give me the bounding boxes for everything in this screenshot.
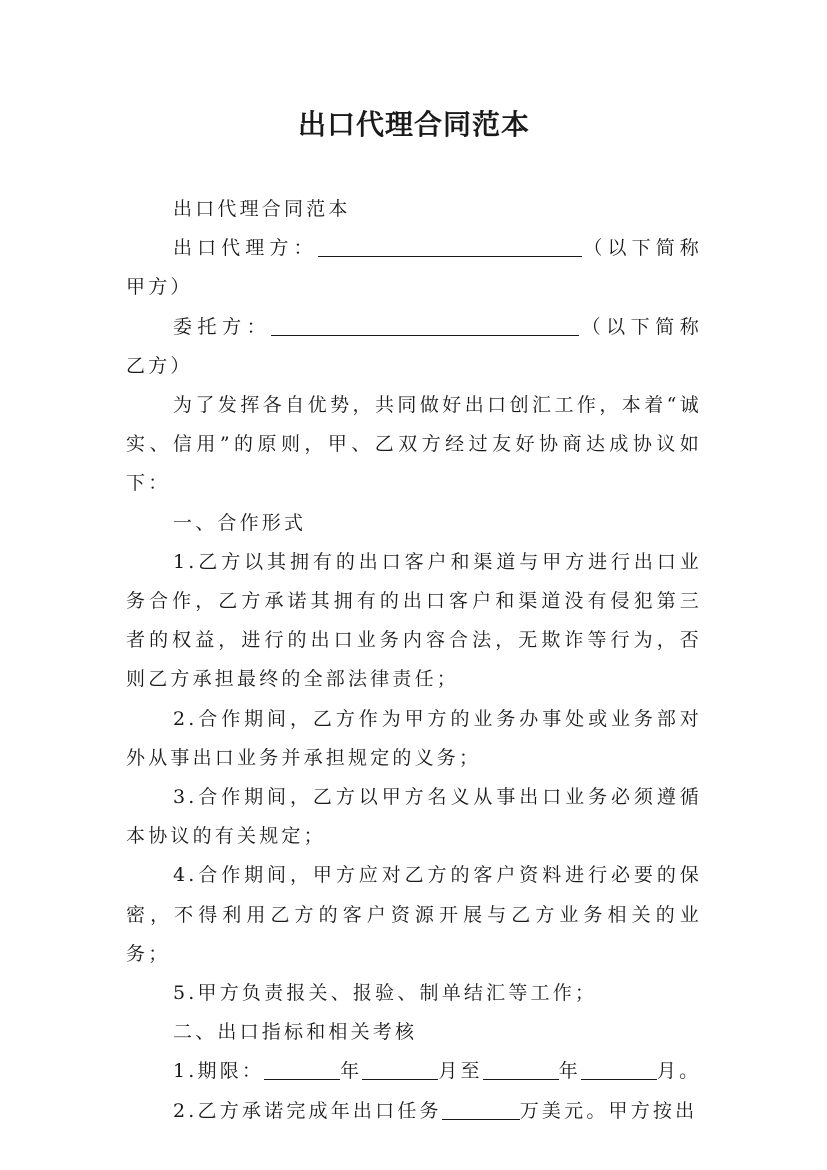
end-month-blank [581, 1059, 657, 1080]
paragraph-client-party [126, 308, 702, 386]
section-1-heading: 一、合作形式 [173, 511, 307, 534]
client-party-label: 委托方： [173, 315, 272, 338]
document-body [126, 190, 702, 1131]
document-title: 出口代理合同范本 [297, 108, 530, 141]
term-label: 1.期限： [173, 1060, 265, 1083]
start-year-blank [264, 1059, 340, 1080]
agent-party-blank [318, 236, 582, 257]
section-1-item-3: 3.合作期间，乙方以甲方名义从事出口业务必须遵循本协议的有关规定； [126, 786, 702, 848]
section-2-item-2 [126, 1092, 702, 1131]
agent-party-label: 出口代理方： [173, 237, 318, 260]
year-unit-1: 年 [340, 1060, 363, 1083]
client-party-blank [271, 315, 579, 336]
section-1-item-1: 1.乙方以其拥有的出口客户和渠道与甲方进行出口业务合作，乙方承诺其拥有的出口客户和渠道没有侵犯第三者的权益，进行的出口业务内容合法，无欺诈等行为，否则乙方承担最终的全部法律责任； [126, 550, 702, 691]
export-task-suffix: 万美元。甲方按出 [519, 1099, 698, 1122]
client-party-suffix: （以下简称乙方） [126, 315, 702, 377]
section-1-item-2: 2.合作期间，乙方作为甲方的业务办事处或业务部对外从事出口业务并承担规定的义务； [126, 707, 702, 769]
export-amount-blank [442, 1099, 520, 1120]
section-2-heading: 二、出口指标和相关考核 [173, 1021, 418, 1044]
paragraph-subtitle: 出口代理合同范本 [173, 198, 351, 220]
month-to-text: 月至 [438, 1060, 483, 1083]
export-task-label: 2.乙方承诺完成年出口任务 [173, 1099, 442, 1122]
section-1-item-5: 5.甲方负责报关、报验、制单结汇等工作； [173, 982, 598, 1005]
year-unit-2: 年 [558, 1060, 581, 1083]
paragraph-intro: 为了发挥各自优势，共同做好出口创汇工作，本着“诚实、信用”的原则，甲、乙双方经过友好协商达成协议如下： [126, 394, 702, 495]
start-month-blank [362, 1059, 438, 1080]
month-unit-end: 月。 [656, 1060, 702, 1083]
end-year-blank [483, 1059, 559, 1080]
section-2-item-1 [126, 1052, 702, 1091]
section-1-item-4: 4.合作期间，甲方应对乙方的客户资料进行必要的保密，不得利用乙方的客户资源开展与乙方业务相关的业务； [126, 864, 702, 965]
paragraph-agent-party [126, 229, 702, 307]
agent-party-suffix: （以下简称甲方） [126, 237, 702, 299]
